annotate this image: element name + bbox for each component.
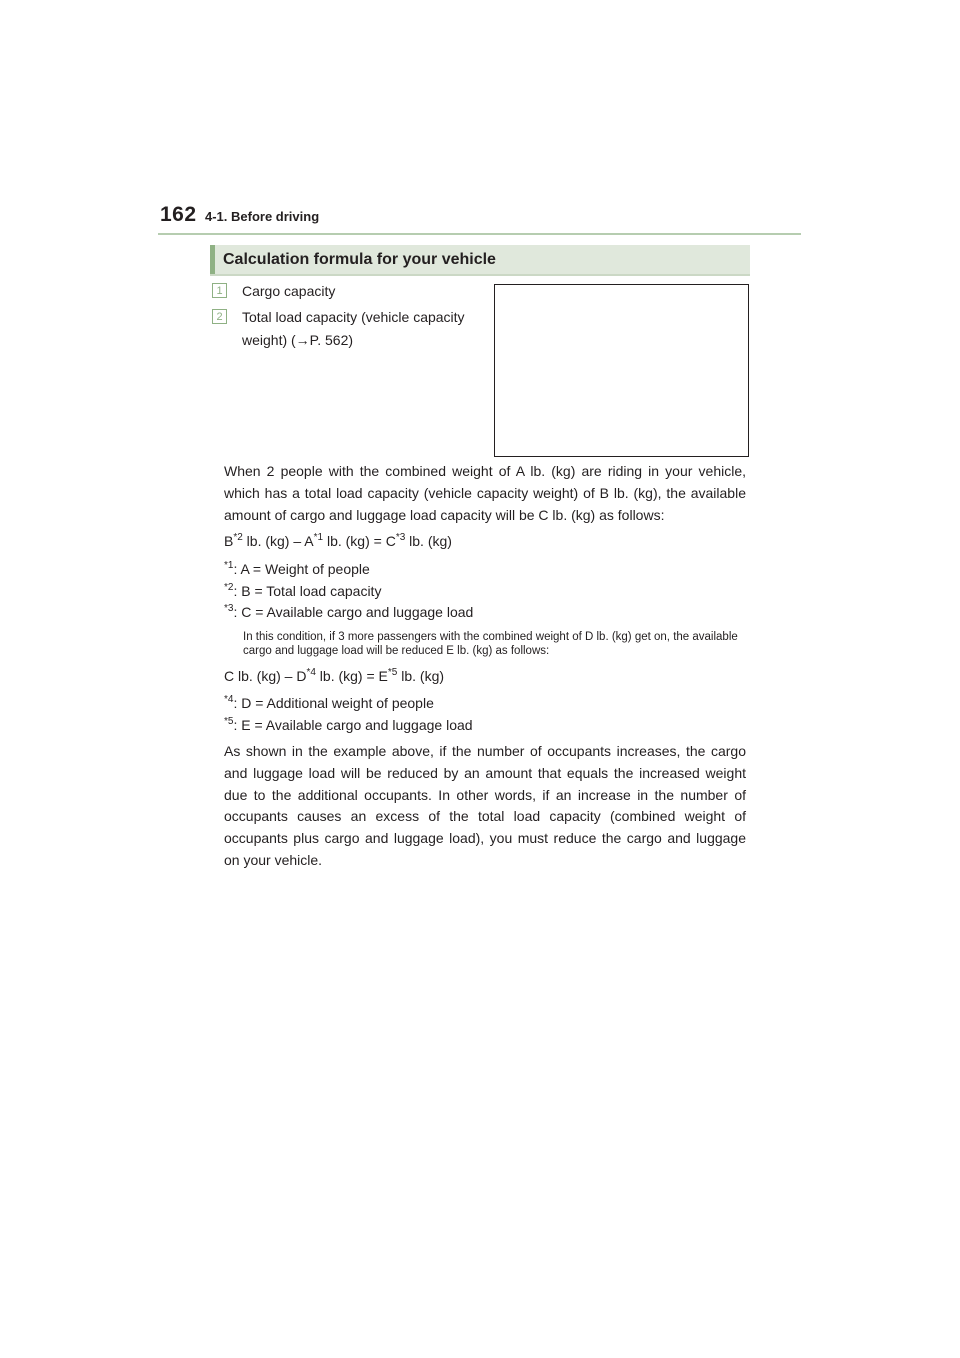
section-heading-bar xyxy=(210,245,750,276)
section-title: 4-1. Before driving xyxy=(205,209,320,224)
header-divider xyxy=(158,233,801,235)
item-label: Cargo capacity xyxy=(242,283,336,299)
heading-accent xyxy=(210,245,215,274)
formula-1: $B^{*2}$ lb. $(kg) - A^{*1}$ lb. $(kg) = C^{*3}$ lb. (kg) xyxy=(224,532,452,549)
section-heading: Calculation formula for your vehicle xyxy=(223,251,496,268)
footnote-1: $^{*1}$: A = Weight of people xyxy=(224,560,370,577)
item-label-cont: weight) (→P. 562) xyxy=(242,332,354,348)
illustration-frame xyxy=(494,284,749,457)
footnote-2: $^{*2}$: B = Total load capacity xyxy=(224,582,382,599)
closing-paragraph: As shown in the example above, if the number of occupants increases, the cargo and luggage load will be reduced by an amount that equals the increased weight due to the additional occupants. In other words, if an increase in the number of occupants causes an excess of the total load capacity (combined weight of occupants plus cargo and luggage load), you must reduce the cargo and luggage on your vehicle. xyxy=(224,743,746,868)
item-label: Total load capacity (vehicle capacity xyxy=(242,309,465,325)
number-badge: 1 xyxy=(212,283,227,298)
intro-paragraph: When 2 people with the combined weight of A lb. (kg) are riding in your vehicle, which has a total load capacity (vehicle capacity weight) of B lb. (kg), the available amount of cargo and luggage load capacity will be C lb. (kg) as follows: xyxy=(224,463,746,523)
footnote-5: $^{*5}$: E = Available cargo and luggage load xyxy=(224,716,473,733)
footnote-3: $^{*3}$: C = Available cargo and luggage load xyxy=(224,603,474,620)
number-badge: 2 xyxy=(212,309,227,324)
page-number: 162 xyxy=(160,203,197,226)
footnote-4: $^{*4}$: D = Additional weight of people xyxy=(224,694,434,711)
condition-note: In this condition, if 3 more passengers with the combined weight of D lb. (kg) get on, the available cargo and luggage load will be reduced E lb. (kg) as follows: xyxy=(243,631,738,657)
formula-2: C lb. $(kg) - D^{*4}$ lb. $(kg) = E^{*5}$ lb. (kg) xyxy=(224,667,445,684)
